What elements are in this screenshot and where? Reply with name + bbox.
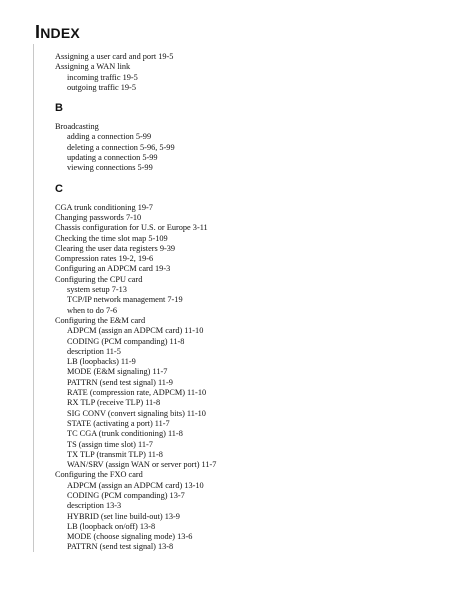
index-subentry: MODE (E&M signaling) 11-7 <box>67 367 168 377</box>
index-subentry: deleting a connection 5-96, 5-99 <box>67 142 175 152</box>
index-subentry: ADPCM (assign an ADPCM card) 13-10 <box>67 480 204 490</box>
index-entry: Assigning a WAN link <box>55 62 131 72</box>
index-entry: Checking the time slot map 5-109 <box>55 233 168 243</box>
index-subentry: LB (loopback on/off) 13-8 <box>67 521 156 531</box>
index-subentry: RX TLP (receive TLP) 11-8 <box>67 398 161 408</box>
index-subentry: viewing connections 5-99 <box>67 163 153 173</box>
index-subentry: SIG CONV (convert signaling bits) 11-10 <box>67 408 206 418</box>
index-subentry: updating a connection 5-99 <box>67 153 158 163</box>
section-letter: C <box>55 182 63 195</box>
index-body <box>55 52 455 553</box>
index-subentry: LB (loopbacks) 11-9 <box>67 357 136 367</box>
index-subentry: outgoing traffic 19-5 <box>67 82 136 92</box>
page-title <box>35 22 80 43</box>
index-subentry: WAN/SRV (assign WAN or server port) 11-7 <box>67 460 217 470</box>
index-entry: Clearing the user data registers 9-39 <box>55 243 176 253</box>
index-subentry: HYBRID (set line build-out) 13-9 <box>67 511 180 521</box>
index-subentry: RATE (compression rate, ADPCM) 11-10 <box>67 388 207 398</box>
index-subentry: ADPCM (assign an ADPCM card) 11-10 <box>67 326 204 336</box>
index-entry: Chassis configuration for U.S. or Europe 3-11 <box>55 223 208 233</box>
index-subentry: TCP/IP network management 7-19 <box>67 295 183 305</box>
index-subentry: TS (assign time slot) 11-7 <box>67 439 153 449</box>
index-subentry: PATTRN (send test signal) 11-9 <box>67 377 173 387</box>
index-entry: Configuring an ADPCM card 19-3 <box>55 264 171 274</box>
index-subentry: description 11-5 <box>67 346 121 356</box>
margin-rule <box>33 44 34 552</box>
index-subentry: CODING (PCM companding) 13-7 <box>67 490 185 500</box>
index-entry: CGA trunk conditioning 19-7 <box>55 202 153 212</box>
index-entry: Configuring the E&M card <box>55 315 146 325</box>
index-entry: Compression rates 19-2, 19-6 <box>55 254 154 264</box>
title-rest: NDEX <box>40 25 80 41</box>
index-subentry: CODING (PCM companding) 11-8 <box>67 336 185 346</box>
title-initial: I <box>35 22 41 42</box>
index-subentry: description 13-3 <box>67 501 122 511</box>
index-subentry: when to do 7-6 <box>67 305 118 315</box>
index-subentry: incoming traffic 19-5 <box>67 72 138 82</box>
index-entry: Configuring the FXO card <box>55 470 143 480</box>
index-entry: Changing passwords 7-10 <box>55 212 142 222</box>
index-subentry: system setup 7-13 <box>67 285 127 295</box>
section-letter: B <box>55 102 63 115</box>
index-entry: Configuring the CPU card <box>55 274 143 284</box>
index-subentry: TX TLP (transmit TLP) 11-8 <box>67 449 163 459</box>
index-subentry: TC CGA (trunk conditioning) 11-8 <box>67 429 183 439</box>
index-subentry: PATTRN (send test signal) 13-8 <box>67 542 174 552</box>
index-entry: Broadcasting <box>55 122 99 132</box>
index-subentry: MODE (choose signaling mode) 13-6 <box>67 532 193 542</box>
index-subentry: STATE (activating a port) 11-7 <box>67 418 170 428</box>
index-subentry: adding a connection 5-99 <box>67 132 152 142</box>
index-entry: Assigning a user card and port 19-5 <box>55 52 174 61</box>
